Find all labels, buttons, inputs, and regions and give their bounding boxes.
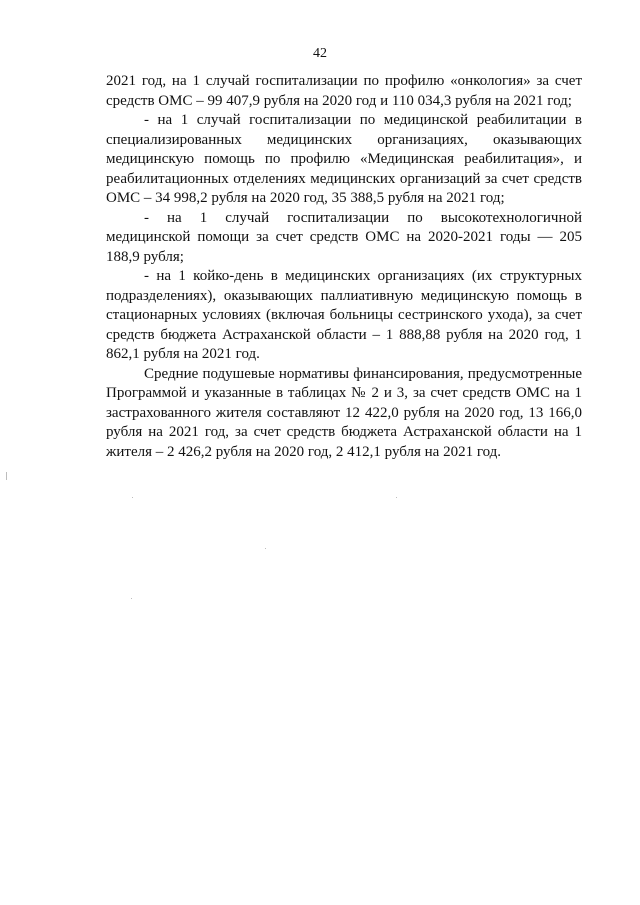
body-text bbox=[106, 72, 582, 462]
page-number: 42 bbox=[313, 46, 327, 61]
scan-speck bbox=[6, 472, 7, 480]
scan-speck bbox=[265, 548, 266, 549]
paragraph-per-capita-standards: Средние подушевые нормативы финансирования, предусмотренные Программой и указанные в таблицах № 2 и 3, за счет средств ОМС на 1 застрахованного жителя составляют 12 422,0 рубля на 2020 год, 13 166,0 рубля на 2021 год, за счет средств бюджета Астраханской области на 1 жителя – 2 426,2 рубля на 2020 год, 2 412,1 рубля на 2021 год. bbox=[106, 365, 582, 460]
scan-speck bbox=[396, 497, 397, 498]
paragraph-palliative-care: - на 1 койко-день в медицинских организациях (их структурных подразделениях), оказывающих паллиативную медицинскую помощь в стационарных условиях (включая больницы сестринского ухода), за счет средств бюджета Астраханской области – 1 888,88 рубля на 2020 год, 1 862,1 рубля на 2021 год. bbox=[106, 268, 582, 362]
scan-speck bbox=[132, 497, 133, 498]
scan-speck bbox=[131, 598, 132, 599]
paragraph-high-tech-care: - на 1 случай госпитализации по высокотехнологичной медицинской помощи за счет средств ОМС на 2020-2021 годы — 205 188,9 рубля; bbox=[106, 209, 582, 265]
paragraph-rehabilitation: - на 1 случай госпитализации по медицинской реабилитации в специализированных медицинских организациях, оказывающих медицинскую помощь по профилю «Медицинская реабилитация», и реабилитационных отделениях медицинских организаций за счет средств ОМС – 34 998,2 рубля на 2020 год, 35 388,5 рубля на 2021 год; bbox=[106, 112, 582, 206]
paragraph-hospitalization-oncology: 2021 год, на 1 случай госпитализации по профилю «онкология» за счет средств ОМС – 99 407,9 рубля на 2020 год и 110 034,3 рубля на 2021 год; bbox=[106, 73, 582, 109]
